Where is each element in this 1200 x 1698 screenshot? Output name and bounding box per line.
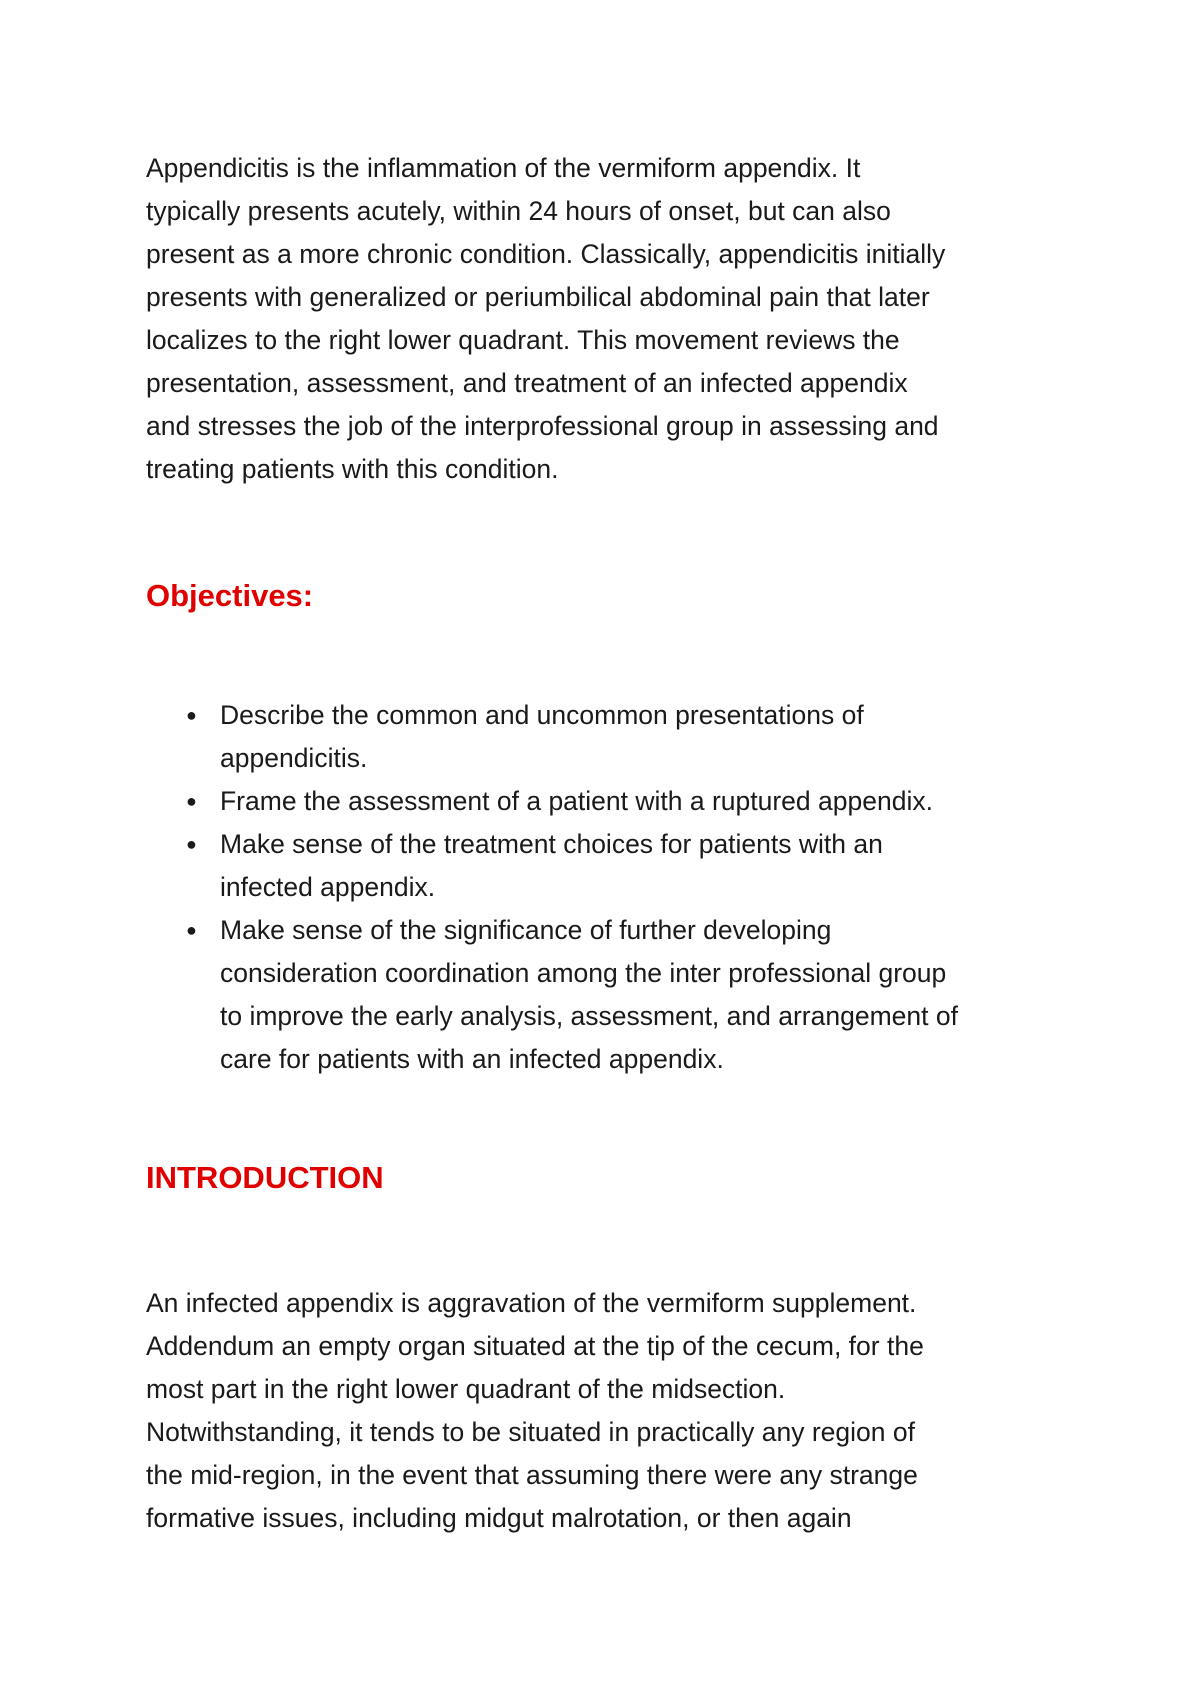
- objective-item-line: to improve the early analysis, assessment, and arrangement of: [220, 1001, 958, 1031]
- objectives-heading: Objectives:: [146, 578, 314, 613]
- introduction-line: most part in the right lower quadrant of the midsection.: [146, 1374, 786, 1404]
- paragraph1-line: present as a more chronic condition. Classically, appendicitis initially: [146, 239, 946, 269]
- objective-item-line: Make sense of the treatment choices for patients with an: [220, 829, 883, 859]
- paragraph1-line: localizes to the right lower quadrant. This movement reviews the: [146, 325, 900, 355]
- paragraph1-line: presents with generalized or periumbilical abdominal pain that later: [146, 282, 930, 312]
- introduction-line: Notwithstanding, it tends to be situated in practically any region of: [146, 1417, 915, 1447]
- paragraph1-line: treating patients with this condition.: [146, 454, 559, 484]
- objective-item-line: Describe the common and uncommon presentations of: [220, 700, 864, 730]
- objective-item-line: Make sense of the significance of further developing: [220, 915, 832, 945]
- paragraph1-line: and stresses the job of the interprofessional group in assessing and: [146, 411, 939, 441]
- paragraph1-line: Appendicitis is the inflammation of the vermiform appendix. It: [146, 153, 861, 183]
- objective-item-line: consideration coordination among the inter professional group: [220, 958, 947, 988]
- introduction-heading: INTRODUCTION: [146, 1160, 384, 1195]
- bullet-icon: ●: [186, 920, 197, 940]
- paragraph1-line: presentation, assessment, and treatment of an infected appendix: [146, 368, 908, 398]
- introduction-line: the mid-region, in the event that assuming there were any strange: [146, 1460, 918, 1490]
- objective-item-line: Frame the assessment of a patient with a ruptured appendix.: [220, 786, 933, 816]
- bullet-icon: ●: [186, 834, 197, 854]
- objective-item-line: appendicitis.: [220, 743, 368, 773]
- introduction-line: An infected appendix is aggravation of the vermiform supplement.: [146, 1288, 917, 1318]
- introduction-line: formative issues, including midgut malrotation, or then again: [146, 1503, 852, 1533]
- objective-item-line: care for patients with an infected appendix.: [220, 1044, 724, 1074]
- objective-item-line: infected appendix.: [220, 872, 436, 902]
- bullet-icon: ●: [186, 791, 197, 811]
- paragraph1-line: typically presents acutely, within 24 hours of onset, but can also: [146, 196, 891, 226]
- bullet-icon: ●: [186, 705, 197, 725]
- introduction-line: Addendum an empty organ situated at the tip of the cecum, for the: [146, 1331, 924, 1361]
